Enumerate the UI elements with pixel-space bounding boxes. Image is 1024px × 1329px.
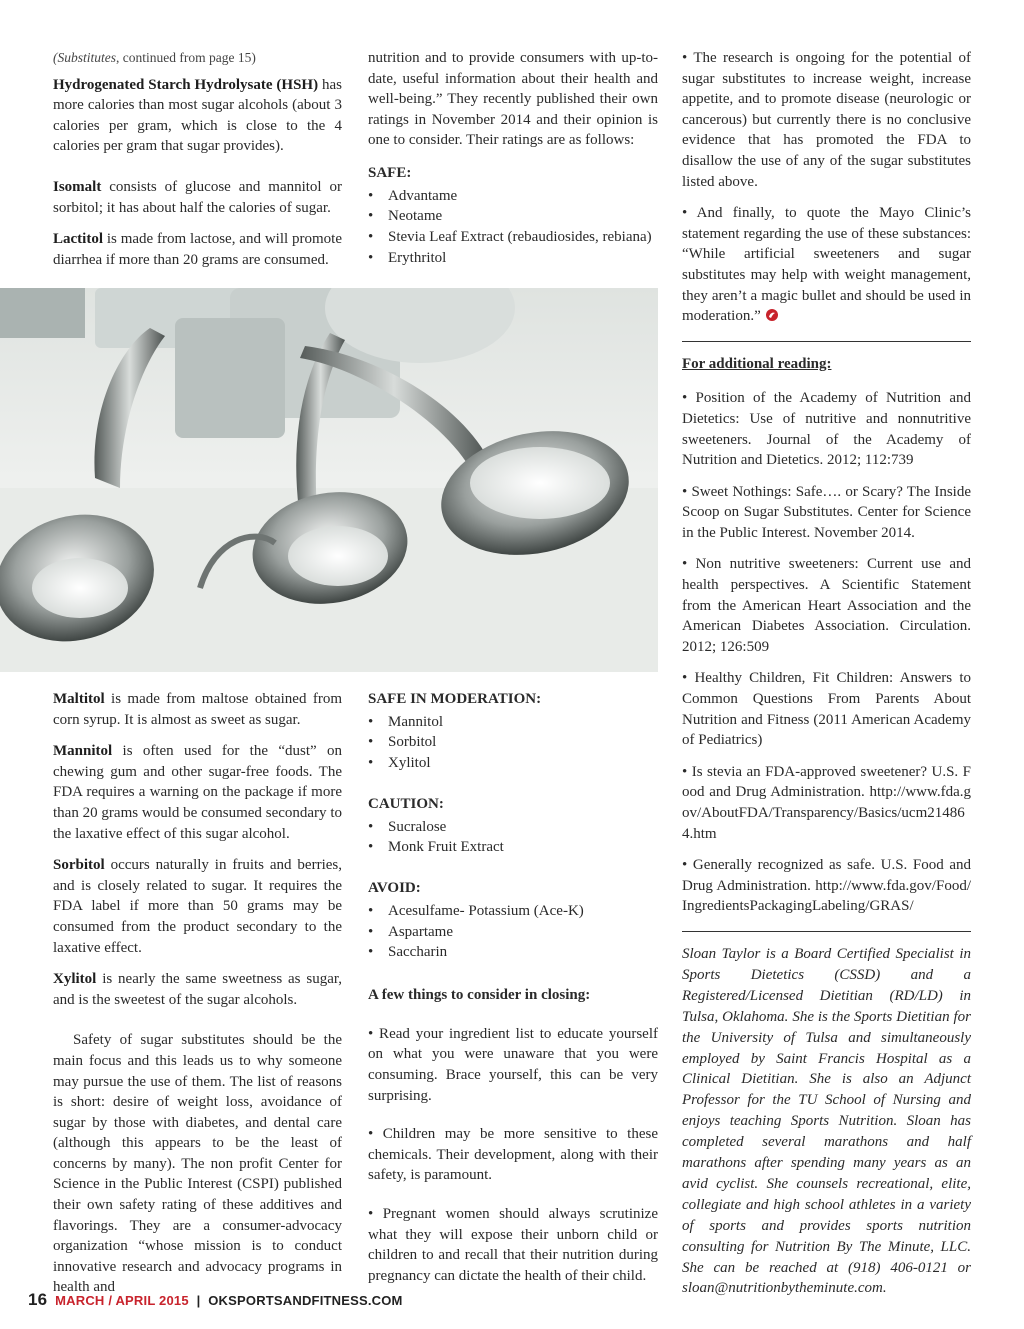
list-item: • Advantame	[368, 186, 658, 207]
list-item: • Erythritol	[368, 248, 658, 269]
column-2-bottom	[368, 689, 658, 1297]
xylitol-paragraph: Xylitol is nearly the same sweetness as sugar, and is the sweetest of the sugar alcohols.	[53, 971, 342, 1008]
column-3	[682, 48, 971, 1310]
additional-reading-heading: For additional reading:	[682, 355, 832, 372]
hsh-paragraph: Hydrogenated Starch Hydrolysate (HSH) has more calories than most sugar alcohols (about 3 calories per gram, which is close to the 4 calories per gram that sugar provides).	[53, 76, 343, 155]
research-bullet: • The research is ongoing for the potential of sugar substitutes to increase weight, increase appetite, and to promote disease (neurologic or cancerous) but currently there is no conclusive evidence that has promoted the FDA to disallow the use of any of the sugar substitutes listed above.	[682, 50, 971, 190]
sorbitol-paragraph: Sorbitol occurs naturally in fruits and berries, and is closely related to sugar. It requires the FDA label if more than 50 grams may be consumed from the product secondary to the laxative effect.	[53, 857, 342, 956]
cspi-intro: nutrition and to provide consumers with up-to-date, useful information about their health and well-being.” They recently published their own ratings in November 2014 and their opinion is one to consider. Their ratings are as follows:	[368, 50, 658, 149]
avoid-list	[368, 901, 658, 963]
safe-heading: SAFE:	[368, 164, 412, 181]
divider	[682, 341, 971, 342]
reference-item: • Non nutritive sweeteners: Current use and health perspectives. A Scientific Statement from the American Heart Association and the American Diabetes Association. Circulation. 2012; 126:509	[682, 556, 971, 655]
safety-paragraph: Safety of sugar substitutes should be the main focus and this leads us to why someone may pursue the use of them. The list of reasons is short: desire of weight loss, avoidance of sugar by those with diabetes, and dental care (although this appears to be the least of concerns by many). The non profit Center for Science in the Public Interest (CSPI) published their own safety rating of these additives and flavorings. They are a consumer-advocacy organization “whose mission is to conduct innovative research and advocacy programs in health and	[53, 1032, 342, 1296]
column-2-top	[368, 48, 658, 281]
page-footer	[28, 1290, 403, 1310]
spoons-illustration	[0, 288, 658, 672]
website-link[interactable]: OKSPORTSANDFITNESS.COM	[208, 1293, 403, 1308]
list-item: • Neotame	[368, 206, 658, 227]
closing-item: • Pregnant women should always scrutinize what they will expose their unborn child or children to and recall that their nutrition during pregnancy can dictate the health of their child.	[368, 1205, 658, 1284]
list-item: • Sucralose	[368, 817, 658, 838]
list-item: • Sorbitol	[368, 732, 658, 753]
list-item: • Xylitol	[368, 753, 658, 774]
author-bio: Sloan Taylor is a Board Certified Specialist in Sports Dietetics (CSSD) and a Registered/Licensed Dietitian (RD/LD) in Tulsa, Oklahoma. She is the Sports Dietitian for the University of Tulsa and simultaneously employed by Saint Francis Hospital as a Clinical Dietitian. She is also an Adjunct Professor for the TU School of Nursing and enjoys teaching Sports Nutrition. Sloan has completed several marathons and half marathons after spending many years as an avid cyclist. She counsels recreational, elite, collegiate and high school athletes in a variety of sports and provides sports nutrition consulting for Nutrition By The Minute, LLC. She can be reached at (918) 406-0121 or sloan@nutritionbytheminute.com.	[682, 945, 971, 1297]
moderation-list	[368, 712, 658, 774]
column-1-top	[53, 48, 342, 281]
divider	[682, 931, 971, 932]
list-item: • Mannitol	[368, 712, 658, 733]
reference-item: • Sweet Nothings: Safe…. or Scary? The Inside Scoop on Sugar Substitutes. Center for Science in the Public Interest. November 2014.	[682, 483, 971, 541]
column-1-bottom	[53, 689, 342, 1309]
isomalt-paragraph: Isomalt consists of glucose and mannitol or sorbitol; it has about half the calories of sugar.	[53, 178, 342, 216]
reference-item: • Generally recognized as safe. U.S. Food and Drug Administration. http://www.fda.gov/Food/IngredientsPackagingLabeling/GRAS/	[682, 857, 971, 915]
closing-heading: A few things to consider in closing:	[368, 987, 591, 1004]
closing-item: • Children may be more sensitive to these chemicals. Their development, along with their safety, is paramount.	[368, 1126, 658, 1184]
safe-list	[368, 186, 658, 269]
footer-separator: |	[196, 1293, 201, 1308]
list-item: • Saccharin	[368, 942, 658, 963]
mayo-bullet: • And finally, to quote the Mayo Clinic’s statement regarding the use of these substances: “While artificial sweeteners and sugar substitutes may help with weight management, they aren’t a magic bullet and should be used in moderation.”	[682, 205, 971, 325]
caution-heading: CAUTION:	[368, 795, 444, 812]
page-number: 16	[28, 1290, 48, 1309]
spoons-photo	[0, 288, 658, 672]
list-item: • Aspartame	[368, 922, 658, 943]
maltitol-paragraph: Maltitol is made from maltose obtained from corn syrup. It is almost as sweet as sugar.	[53, 691, 342, 728]
continued-note: (Substitutes, continued from page 15)	[53, 50, 256, 65]
reference-item: • Is stevia an FDA-approved sweetener? U.S. Food and Drug Administration. http://www.fda.gov/AboutFDA/Transparency/Basics/ucm214864.htm	[682, 763, 971, 842]
reference-item: • Position of the Academy of Nutrition and Dietetics: Use of nutritive and nonnutritive sweeteners. Journal of the Academy of Nutrition and Dietetics. 2012; 112:739	[682, 390, 971, 469]
lactitol-paragraph: Lactitol is made from lactose, and will promote diarrhea if more than 20 grams are consumed.	[53, 231, 342, 268]
list-item: • Monk Fruit Extract	[368, 837, 658, 858]
mannitol-paragraph: Mannitol is often used for the “dust” on chewing gum and other sugar-free foods. The FDA requires a warning on the package if more than 20 grams would be consumed secondary to the laxative effect of this sugar alcohol.	[53, 743, 342, 842]
reference-item: • Healthy Children, Fit Children: Answers to Common Questions From Parents About Nutrition and Fitness (2011 American Academy of Pediatrics)	[682, 670, 971, 749]
caution-list	[368, 817, 658, 859]
moderation-heading: SAFE IN MODERATION:	[368, 691, 542, 707]
end-mark-icon	[765, 308, 779, 322]
avoid-heading: AVOID:	[368, 880, 421, 897]
list-item: • Stevia Leaf Extract (rebaudiosides, rebiana)	[368, 227, 658, 248]
list-item: • Acesulfame- Potassium (Ace-K)	[368, 901, 658, 922]
issue-date: MARCH / APRIL 2015	[55, 1293, 189, 1308]
closing-item: • Read your ingredient list to educate yourself on what you were unaware that you were consuming. Brace yourself, this can be very surprising.	[368, 1025, 658, 1104]
